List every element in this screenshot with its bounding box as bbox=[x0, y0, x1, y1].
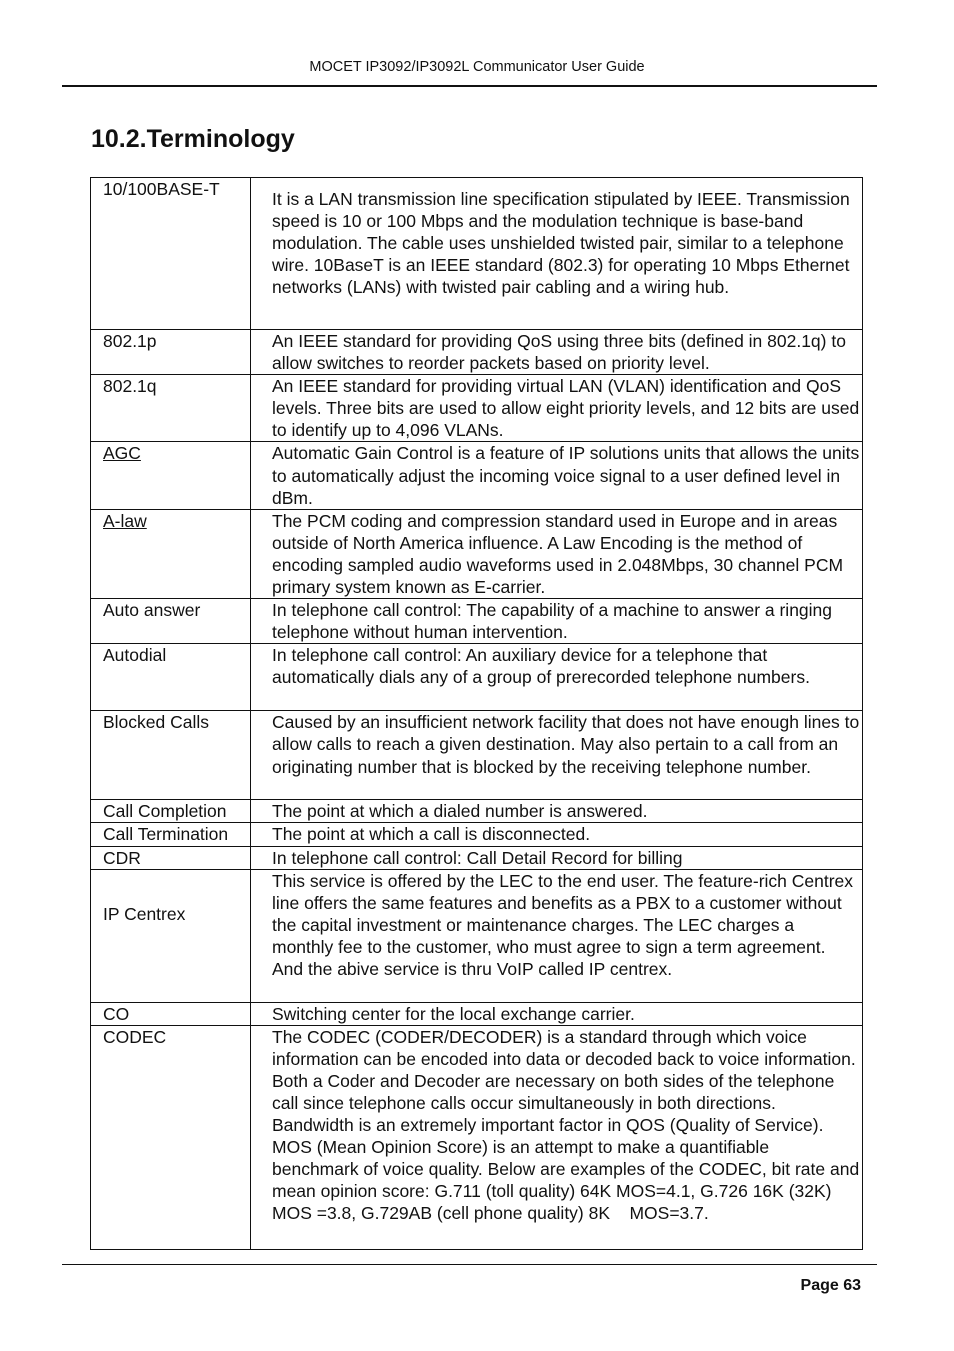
table-row bbox=[91, 846, 863, 869]
table-row bbox=[91, 330, 863, 375]
section-title: 10.2.Terminology bbox=[91, 125, 295, 153]
table-row bbox=[91, 644, 863, 711]
table-row bbox=[91, 375, 863, 442]
term-cell: 10/100BASE-T bbox=[91, 178, 251, 330]
term-cell: Call Completion bbox=[91, 800, 251, 823]
term-cell: Autodial bbox=[91, 644, 251, 711]
table-row bbox=[91, 178, 863, 330]
term-cell: CO bbox=[91, 1002, 251, 1025]
definition-cell: Automatic Gain Control is a feature of IP solutions units that allows the units to automatically adjust the incoming voice signal to a user defined level in dBm. bbox=[251, 442, 863, 509]
definition-cell: It is a LAN transmission line specification stipulated by IEEE. Transmission speed is 10 or 100 Mbps and the modulation technique is base-band modulation. The cable uses unshielded twisted pair, similar to a telephone wire. 10BaseT is an IEEE standard (802.3) for operating 10 Mbps Ethernet networks (LANs) with twisted pair cabling and a wiring hub. bbox=[251, 178, 863, 330]
header-rule bbox=[62, 85, 877, 87]
term-cell: CODEC bbox=[91, 1025, 251, 1249]
definition-cell: This service is offered by the LEC to the end user. The feature-rich Centrex line offers the same features and benefits as a PBX to a customer without the capital investment or maintenance charges. The LEC charges a monthly fee to the customer, who must agree to sign a term agreement. And the abive service is thru VoIP called IP centrex. bbox=[251, 869, 863, 1002]
definition-cell: In telephone call control: The capability of a machine to answer a ringing telephone without human intervention. bbox=[251, 599, 863, 644]
definition-cell: Caused by an insufficient network facility that does not have enough lines to allow calls to reach a given destination. May also pertain to a call from an originating number that is blocked by the receiving telephone number. bbox=[251, 711, 863, 800]
definition-cell: The point at which a call is disconnected. bbox=[251, 823, 863, 846]
definition-cell: In telephone call control: An auxiliary device for a telephone that automatically dials any of a group of prerecorded telephone numbers. bbox=[251, 644, 863, 711]
definition-cell: An IEEE standard for providing virtual LAN (VLAN) identification and QoS levels. Three bits are used to allow eight priority levels, and 12 bits are used to identify up to 4,096 VLANs. bbox=[251, 375, 863, 442]
table-row bbox=[91, 1002, 863, 1025]
term-cell: CDR bbox=[91, 846, 251, 869]
definition-cell: The PCM coding and compression standard used in Europe and in areas outside of North America influence. A Law Encoding is the method of encoding sampled audio waveforms used in 2.048Mbps, 30 channel PCM primary system known as E-carrier. bbox=[251, 509, 863, 598]
term-cell: Auto answer bbox=[91, 599, 251, 644]
term-cell: 802.1q bbox=[91, 375, 251, 442]
definition-cell: The CODEC (CODER/DECODER) is a standard through which voice information can be encoded into data or decoded back to voice information. Both a Coder and Decoder are necessary on both sides of the telephone call since telephone calls occur simultaneously in both directions. Bandwidth is an extremely important factor in QOS (Quality of Service). MOS (Mean Opinion Score) is an attempt to make a quantifiable benchmark of voice quality. Below are examples of the CODEC, bit rate and mean opinion score: G.711 (toll quality) 64K MOS=4.1, G.726 16K (32K) MOS =3.8, G.729AB (cell phone quality) 8K MOS=3.7. bbox=[251, 1025, 863, 1249]
definition-cell: An IEEE standard for providing QoS using three bits (defined in 802.1q) to allow switches to reorder packets based on priority level. bbox=[251, 330, 863, 375]
table-row bbox=[91, 1025, 863, 1249]
table-row bbox=[91, 599, 863, 644]
definition-cell: The point at which a dialed number is answered. bbox=[251, 800, 863, 823]
table-row bbox=[91, 869, 863, 1002]
table-row bbox=[91, 823, 863, 846]
table-row bbox=[91, 711, 863, 800]
page-number: Page 63 bbox=[800, 1277, 861, 1294]
term-link[interactable]: A-law bbox=[103, 510, 147, 531]
terminology-table bbox=[90, 177, 863, 1250]
term-cell: IP Centrex bbox=[91, 869, 251, 1002]
definition-cell: In telephone call control: Call Detail Record for billing bbox=[251, 846, 863, 869]
term-cell: Blocked Calls bbox=[91, 711, 251, 800]
term-cell: Call Termination bbox=[91, 823, 251, 846]
table-row bbox=[91, 800, 863, 823]
definition-cell: Switching center for the local exchange carrier. bbox=[251, 1002, 863, 1025]
term-cell: 802.1p bbox=[91, 330, 251, 375]
table-row bbox=[91, 442, 863, 509]
footer-rule bbox=[62, 1264, 877, 1265]
table-row bbox=[91, 509, 863, 598]
term-link[interactable]: AGC bbox=[103, 443, 141, 464]
running-header: MOCET IP3092/IP3092L Communicator User Guide bbox=[309, 59, 645, 75]
